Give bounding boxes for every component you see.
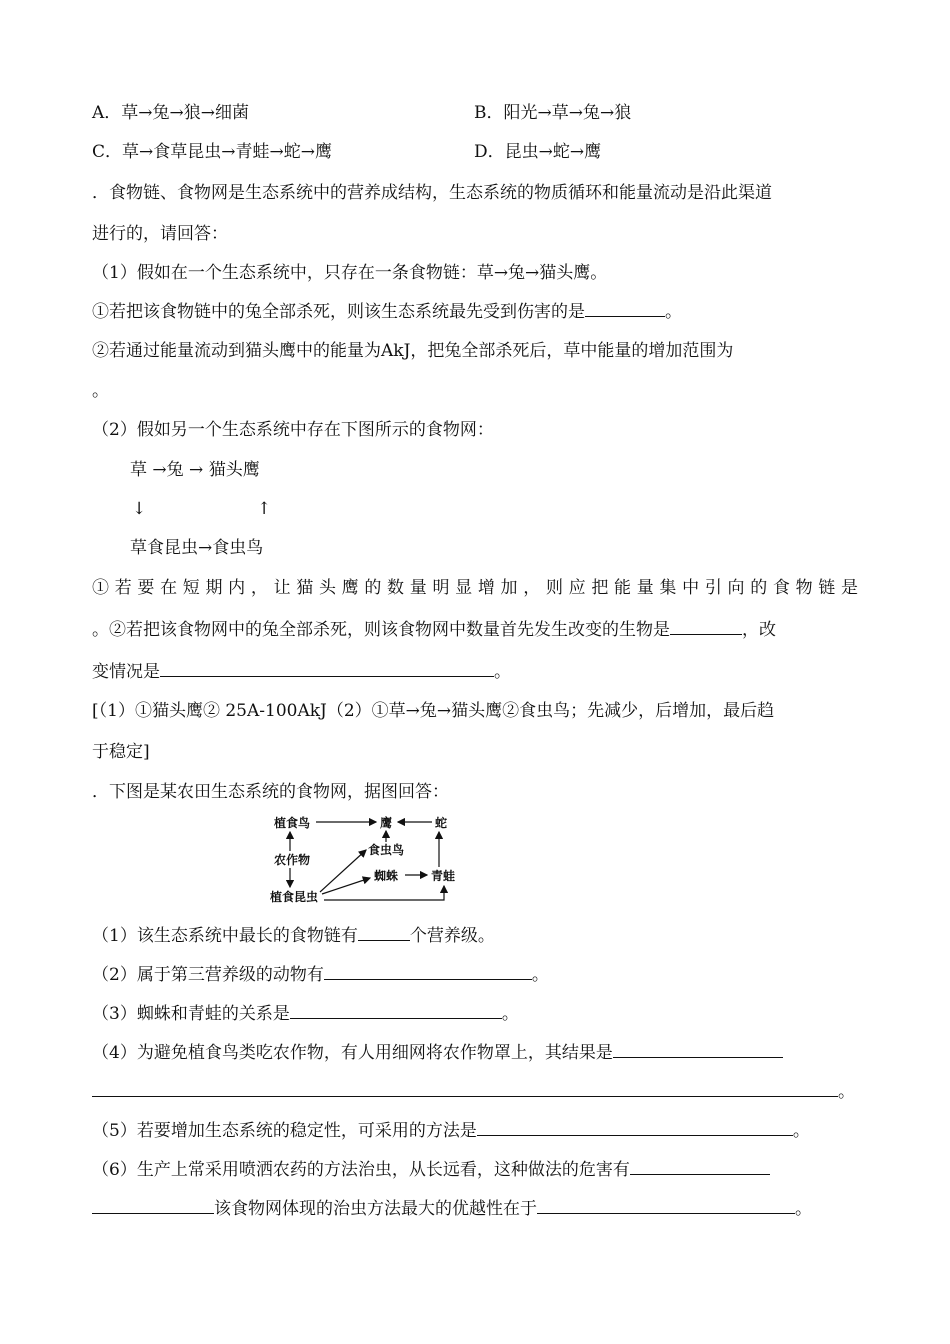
answer-blank[interactable] bbox=[630, 1158, 770, 1175]
option-d: D．昆虫→蛇→鹰 bbox=[474, 142, 602, 162]
node-herbivore-bird: 植食鸟 bbox=[274, 816, 311, 830]
food-web-row3: 草食昆虫→食虫鸟 bbox=[130, 538, 264, 558]
q2-answer-line1: [（1）①猫头鹰② 25A-100AkJ（2）①草→兔→猫头鹰②食虫鸟；先减少，后增加，最后趋 bbox=[92, 701, 775, 721]
answer-blank[interactable] bbox=[324, 963, 532, 980]
answer-blank[interactable] bbox=[290, 1002, 502, 1019]
node-hawk: 鹰 bbox=[380, 816, 393, 830]
answer-blank[interactable] bbox=[537, 1197, 795, 1214]
farmland-food-web-diagram bbox=[268, 812, 468, 906]
q3-s5-end: 。 bbox=[792, 1121, 810, 1141]
q3-s6-end: 。 bbox=[795, 1199, 812, 1219]
answer-blank[interactable] bbox=[358, 924, 410, 941]
q2-part2-q1-line2-text: 。②若把该食物网中的兔全部杀死，则该食物网中数量首先发生改变的生物是 bbox=[92, 620, 670, 640]
q2-intro-line2: 进行的，请回答： bbox=[92, 224, 228, 244]
q3-s2-end: 。 bbox=[531, 965, 549, 985]
food-web-row1: 草 →兔 → 猫头鹰 bbox=[130, 460, 260, 480]
q3-s4-cont bbox=[92, 1080, 855, 1103]
arrow-insect-to-insectbird bbox=[320, 850, 366, 892]
answer-blank[interactable] bbox=[477, 1119, 793, 1136]
answer-blank[interactable] bbox=[92, 1197, 214, 1214]
q2-part2: （2）假如另一个生态系统中存在下图所示的食物网： bbox=[92, 420, 494, 440]
q2-part2-q1-line2 bbox=[92, 618, 776, 641]
q2-part2-q1-line1: ①若要在短期内，让猫头鹰的数量明显增加，则应把能量集中引向的食物链是 bbox=[92, 578, 858, 598]
q2-part1-q1 bbox=[92, 300, 682, 323]
down-arrow-icon: ↓ bbox=[132, 499, 147, 519]
q2-part2-q2-end: 。 bbox=[494, 662, 511, 682]
node-herbivore-insect: 植食昆虫 bbox=[270, 890, 319, 904]
node-frog: 青蛙 bbox=[431, 869, 456, 883]
option-b: B．阳光→草→兔→狼 bbox=[474, 103, 632, 123]
q3-s6-cont bbox=[92, 1197, 812, 1220]
q3-s6 bbox=[92, 1158, 770, 1181]
option-a: A．草→兔→狼→细菌 bbox=[92, 103, 250, 123]
answer-blank[interactable] bbox=[92, 1080, 838, 1097]
q3-s2 bbox=[92, 963, 549, 986]
q2-intro-line1: ．食物链、食物网是生态系统中的营养成结构，生态系统的物质循环和能量流动是沿此渠道 bbox=[92, 183, 772, 203]
q3-s1-end: 个营养级。 bbox=[409, 926, 495, 946]
answer-blank[interactable] bbox=[160, 660, 494, 677]
node-spider: 蜘蛛 bbox=[374, 869, 399, 883]
q2-part1-q1-text: ①若把该食物链中的兔全部杀死，则该生态系统最先受到伤害的是 bbox=[92, 302, 585, 322]
q2-part2-q1-line2-end: ，改 bbox=[742, 620, 776, 640]
answer-blank[interactable] bbox=[670, 618, 742, 635]
q3-s4-end: 。 bbox=[838, 1082, 855, 1102]
up-arrow-icon: ↑ bbox=[257, 499, 272, 519]
q2-part1-q2-line1: ②若通过能量流动到猫头鹰中的能量为AkJ，把兔全部杀死后，草中能量的增加范围为 bbox=[92, 341, 734, 361]
answer-blank[interactable] bbox=[613, 1041, 783, 1058]
node-crops: 农作物 bbox=[274, 853, 311, 867]
q2-part1: （1）假如在一个生态系统中，只存在一条食物链：草→兔→猫头鹰。 bbox=[92, 263, 608, 283]
answer-blank[interactable] bbox=[585, 300, 665, 317]
arrow-insect-to-frog bbox=[324, 886, 444, 900]
q3-s1 bbox=[92, 924, 495, 947]
q3-s4 bbox=[92, 1041, 783, 1064]
q2-answer-line2: 于稳定] bbox=[92, 742, 150, 762]
q2-part2-q2 bbox=[92, 660, 511, 683]
q3-s1-text: （1）该生态系统中最长的食物链有 bbox=[92, 926, 358, 946]
q3-s4-text: （4）为避免植食鸟类吃农作物，有人用细网将农作物罩上，其结果是 bbox=[92, 1043, 613, 1063]
q3-s6-mid: 该食物网体现的治虫方法最大的优越性在于 bbox=[214, 1199, 537, 1219]
q2-part1-q1-end: 。 bbox=[665, 302, 682, 322]
q3-s3 bbox=[92, 1002, 519, 1025]
q2-part2-q2-text: 变情况是 bbox=[92, 662, 160, 682]
q3-intro: ．下图是某农田生态系统的食物网，据图回答： bbox=[92, 782, 449, 802]
q3-s3-end: 。 bbox=[501, 1004, 519, 1024]
q2-part1-q2-line2: 。 bbox=[92, 381, 109, 401]
q3-s2-text: （2）属于第三营养级的动物有 bbox=[92, 965, 324, 985]
q3-s5 bbox=[92, 1119, 810, 1142]
q3-s3-text: （3）蜘蛛和青蛙的关系是 bbox=[92, 1004, 290, 1024]
q3-s5-text: （5）若要增加生态系统的稳定性，可采用的方法是 bbox=[92, 1121, 477, 1141]
q3-s6-text: （6）生产上常采用喷洒农药的方法治虫，从长远看，这种做法的危害有 bbox=[92, 1160, 630, 1180]
node-insectivore-bird: 食虫鸟 bbox=[368, 843, 405, 857]
option-c: C．草→食草昆虫→青蛙→蛇→鹰 bbox=[92, 142, 332, 162]
arrow-insect-to-spider bbox=[322, 878, 370, 894]
node-snake: 蛇 bbox=[435, 816, 448, 830]
